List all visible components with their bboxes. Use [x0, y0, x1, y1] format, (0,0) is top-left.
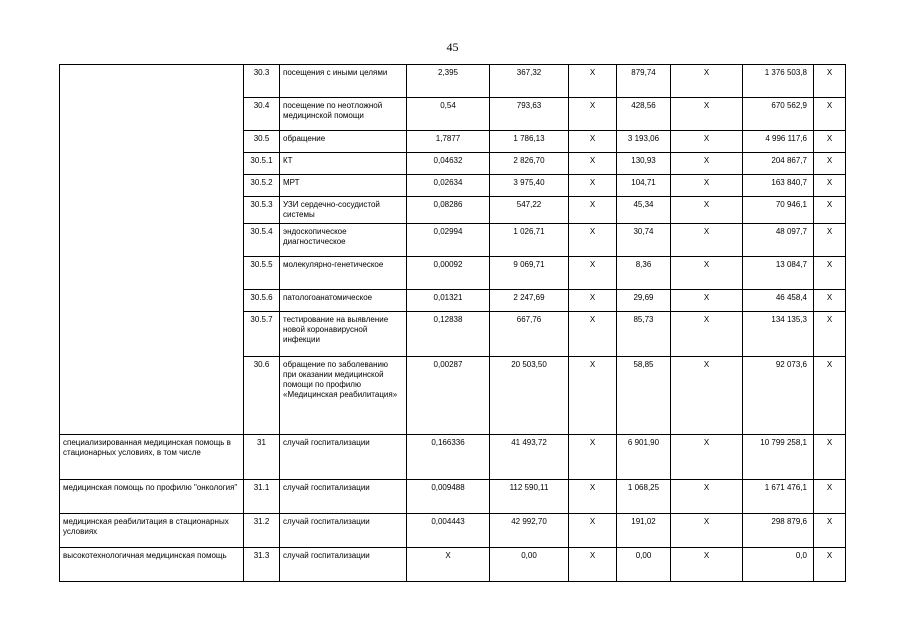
row-x2: Х [671, 548, 743, 582]
row-total: 134 135,3 [743, 312, 814, 357]
row-x3: Х [814, 65, 846, 98]
row-cost: 793,63 [490, 98, 569, 131]
row-total: 48 097,7 [743, 224, 814, 257]
row-x2: Х [671, 257, 743, 290]
row-x2: Х [671, 98, 743, 131]
row-code: 30.5.6 [244, 290, 280, 312]
row-x1: Х [569, 312, 617, 357]
row-label: медицинская реабилитация в стационарных условиях [60, 514, 244, 548]
row-code: 31.1 [244, 480, 280, 514]
row-norm: 1,7877 [407, 131, 490, 153]
row-x1: Х [569, 98, 617, 131]
row-x2: Х [671, 435, 743, 480]
row-x1: Х [569, 257, 617, 290]
row-x2: Х [671, 65, 743, 98]
row-x3: Х [814, 312, 846, 357]
row-x1: Х [569, 131, 617, 153]
row-unit: случай госпитализации [280, 435, 407, 480]
row-x1: Х [569, 480, 617, 514]
row-unit: случай госпитализации [280, 480, 407, 514]
row-x3: Х [814, 131, 846, 153]
table-row [60, 435, 846, 480]
row-norm: 0,00287 [407, 357, 490, 435]
row-x3: Х [814, 98, 846, 131]
row-cost: 0,00 [490, 548, 569, 582]
row-x3: Х [814, 435, 846, 480]
row-x3: Х [814, 548, 846, 582]
row-unit: молекулярно-генетическое [280, 257, 407, 290]
row-x1: Х [569, 514, 617, 548]
row-code: 30.4 [244, 98, 280, 131]
row-total: 10 799 258,1 [743, 435, 814, 480]
row-per-capita: 0,00 [617, 548, 671, 582]
row-code: 30.5.7 [244, 312, 280, 357]
row-x2: Х [671, 357, 743, 435]
row-x1: Х [569, 224, 617, 257]
row-x2: Х [671, 153, 743, 175]
row-x1: Х [569, 548, 617, 582]
row-norm: 0,04632 [407, 153, 490, 175]
row-per-capita: 1 068,25 [617, 480, 671, 514]
row-unit: обращение по заболеванию при оказании медицинской помощи по профилю «Медицинская реабилитация» [280, 357, 407, 435]
row-cost: 9 069,71 [490, 257, 569, 290]
row-cost: 367,32 [490, 65, 569, 98]
row-total: 46 458,4 [743, 290, 814, 312]
row-per-capita: 58,85 [617, 357, 671, 435]
row-total: 1 376 503,8 [743, 65, 814, 98]
row-per-capita: 191,02 [617, 514, 671, 548]
row-norm: 0,01321 [407, 290, 490, 312]
row-cost: 1 026,71 [490, 224, 569, 257]
row-label [60, 65, 244, 435]
row-unit: посещение по неотложной медицинской помощи [280, 98, 407, 131]
row-norm: 0,12838 [407, 312, 490, 357]
table-row [60, 480, 846, 514]
row-x1: Х [569, 357, 617, 435]
row-unit: эндоскопическое диагностическое [280, 224, 407, 257]
row-code: 31 [244, 435, 280, 480]
table-row [60, 548, 846, 582]
row-x1: Х [569, 153, 617, 175]
row-cost: 3 975,40 [490, 175, 569, 197]
row-x2: Х [671, 175, 743, 197]
row-total: 0,0 [743, 548, 814, 582]
row-x3: Х [814, 175, 846, 197]
row-per-capita: 30,74 [617, 224, 671, 257]
row-total: 670 562,9 [743, 98, 814, 131]
row-code: 30.3 [244, 65, 280, 98]
row-unit: посещения с иными целями [280, 65, 407, 98]
row-code: 30.5.3 [244, 197, 280, 224]
row-x2: Х [671, 290, 743, 312]
row-label: медицинская помощь по профилю "онкология" [60, 480, 244, 514]
row-per-capita: 3 193,06 [617, 131, 671, 153]
row-norm: 0,08286 [407, 197, 490, 224]
row-x1: Х [569, 65, 617, 98]
row-unit: КТ [280, 153, 407, 175]
table-row [60, 514, 846, 548]
row-x1: Х [569, 290, 617, 312]
row-x3: Х [814, 257, 846, 290]
row-x2: Х [671, 514, 743, 548]
row-total: 70 946,1 [743, 197, 814, 224]
row-cost: 667,76 [490, 312, 569, 357]
row-x3: Х [814, 357, 846, 435]
row-x3: Х [814, 480, 846, 514]
row-norm: 0,004443 [407, 514, 490, 548]
row-unit: тестирование на выявление новой коронавирусной инфекции [280, 312, 407, 357]
row-norm: 0,02634 [407, 175, 490, 197]
row-total: 298 879,6 [743, 514, 814, 548]
row-code: 30.5.5 [244, 257, 280, 290]
row-unit: МРТ [280, 175, 407, 197]
row-code: 30.6 [244, 357, 280, 435]
row-cost: 2 247,69 [490, 290, 569, 312]
row-total: 92 073,6 [743, 357, 814, 435]
row-cost: 112 590,11 [490, 480, 569, 514]
row-total: 1 671 476,1 [743, 480, 814, 514]
row-cost: 2 826,70 [490, 153, 569, 175]
row-norm: Х [407, 548, 490, 582]
row-cost: 41 493,72 [490, 435, 569, 480]
row-unit: патологоанатомическое [280, 290, 407, 312]
row-norm: 0,166336 [407, 435, 490, 480]
row-x1: Х [569, 175, 617, 197]
row-total: 13 084,7 [743, 257, 814, 290]
row-x3: Х [814, 224, 846, 257]
row-x1: Х [569, 197, 617, 224]
row-cost: 1 786,13 [490, 131, 569, 153]
row-code: 30.5.1 [244, 153, 280, 175]
row-x3: Х [814, 197, 846, 224]
row-x2: Х [671, 224, 743, 257]
table-row [60, 65, 846, 98]
row-norm: 0,02994 [407, 224, 490, 257]
row-x2: Х [671, 131, 743, 153]
row-x3: Х [814, 514, 846, 548]
row-per-capita: 29,69 [617, 290, 671, 312]
page-number: 45 [446, 40, 459, 54]
row-unit: обращение [280, 131, 407, 153]
row-cost: 42 992,70 [490, 514, 569, 548]
row-per-capita: 6 901,90 [617, 435, 671, 480]
row-x2: Х [671, 197, 743, 224]
data-table [59, 64, 846, 582]
row-total: 204 867,7 [743, 153, 814, 175]
row-code: 30.5.4 [244, 224, 280, 257]
row-x2: Х [671, 312, 743, 357]
row-per-capita: 879,74 [617, 65, 671, 98]
row-per-capita: 130,93 [617, 153, 671, 175]
row-norm: 0,009488 [407, 480, 490, 514]
row-code: 31.2 [244, 514, 280, 548]
row-norm: 0,54 [407, 98, 490, 131]
row-norm: 2,395 [407, 65, 490, 98]
row-x2: Х [671, 480, 743, 514]
row-unit: случай госпитализации [280, 548, 407, 582]
row-code: 31.3 [244, 548, 280, 582]
row-per-capita: 8,36 [617, 257, 671, 290]
row-norm: 0,00092 [407, 257, 490, 290]
row-unit: случай госпитализации [280, 514, 407, 548]
row-x3: Х [814, 290, 846, 312]
row-cost: 20 503,50 [490, 357, 569, 435]
row-per-capita: 428,56 [617, 98, 671, 131]
row-total: 4 996 117,6 [743, 131, 814, 153]
row-label: специализированная медицинская помощь в стационарных условиях, в том числе [60, 435, 244, 480]
row-per-capita: 45,34 [617, 197, 671, 224]
row-per-capita: 85,73 [617, 312, 671, 357]
row-code: 30.5.2 [244, 175, 280, 197]
row-unit: УЗИ сердечно-сосудистой системы [280, 197, 407, 224]
row-x1: Х [569, 435, 617, 480]
row-total: 163 840,7 [743, 175, 814, 197]
row-code: 30.5 [244, 131, 280, 153]
row-cost: 547,22 [490, 197, 569, 224]
row-per-capita: 104,71 [617, 175, 671, 197]
row-x3: Х [814, 153, 846, 175]
row-label: высокотехнологичная медицинская помощь [60, 548, 244, 582]
